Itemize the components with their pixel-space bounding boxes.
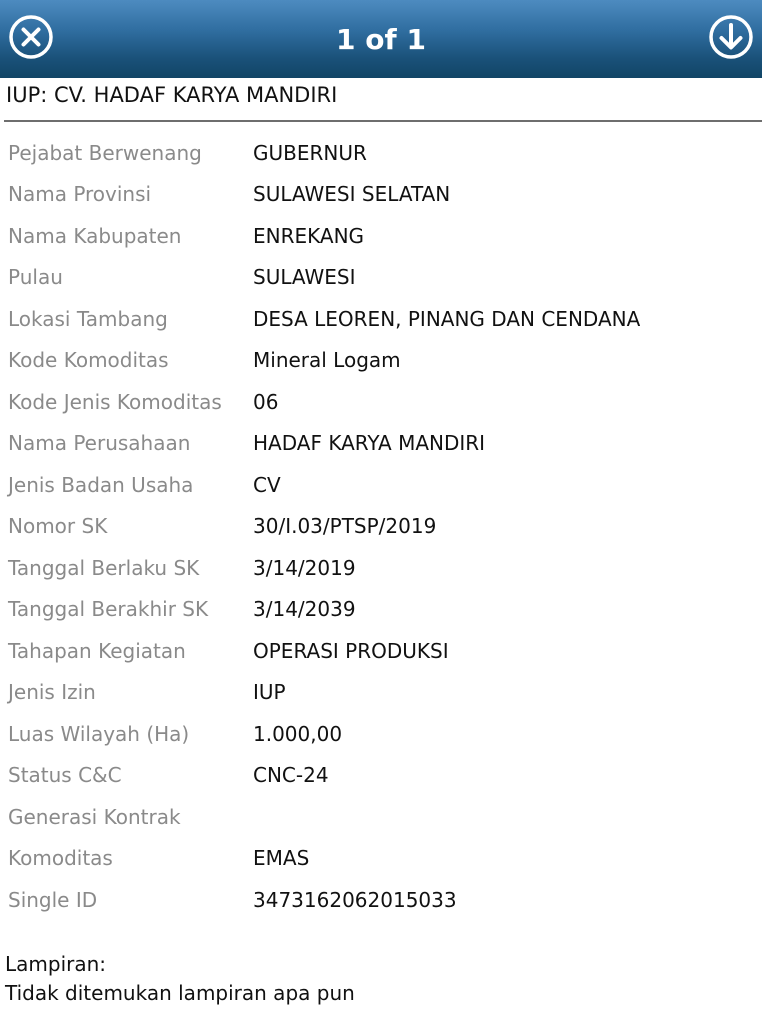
field-row: [0, 257, 762, 299]
field-label: Tanggal Berlaku SK: [8, 555, 200, 580]
field-row: [0, 215, 762, 257]
download-circle-icon: [708, 14, 754, 60]
field-value: SULAWESI SELATAN: [253, 182, 451, 207]
field-value: IUP: [253, 680, 286, 705]
field-label: Single ID: [8, 887, 98, 912]
field-row: [0, 755, 762, 797]
field-label: Generasi Kontrak: [8, 804, 181, 829]
field-row: [0, 340, 762, 382]
field-value: 1.000,00: [253, 721, 343, 746]
field-label: Komoditas: [8, 846, 113, 871]
field-label: Kode Jenis Komoditas: [8, 389, 222, 414]
header-bar: [0, 0, 762, 78]
field-label: Tanggal Berakhir SK: [8, 597, 209, 622]
field-label: Tahapan Kegiatan: [8, 638, 186, 663]
field-value: SULAWESI: [253, 265, 356, 290]
field-value: 30/I.03/PTSP/2019: [253, 514, 437, 539]
field-row: [0, 506, 762, 548]
close-button[interactable]: [8, 14, 54, 60]
field-value: Mineral Logam: [253, 348, 401, 373]
field-label: Luas Wilayah (Ha): [8, 721, 190, 746]
field-label: Nama Kabupaten: [8, 223, 182, 248]
field-label: Kode Komoditas: [8, 348, 169, 373]
close-circle-icon: [8, 14, 54, 60]
field-value: 3473162062015033: [253, 887, 457, 912]
field-value: 3/14/2039: [253, 597, 356, 622]
field-label: Nama Perusahaan: [8, 431, 191, 456]
field-value: OPERASI PRODUKSI: [253, 638, 449, 663]
field-label: Nomor SK: [8, 514, 108, 539]
field-row: [0, 423, 762, 465]
field-value: 06: [253, 389, 279, 414]
download-button[interactable]: [708, 14, 754, 60]
field-row: [0, 838, 762, 880]
field-row: [0, 174, 762, 216]
field-row: [0, 464, 762, 506]
field-label: Jenis Izin: [8, 680, 96, 705]
field-row: [0, 132, 762, 174]
field-label: Nama Provinsi: [8, 182, 152, 207]
field-row: [0, 879, 762, 921]
field-value: CV: [253, 472, 281, 497]
field-value: 3/14/2019: [253, 555, 356, 580]
field-row: [0, 298, 762, 340]
field-row: [0, 672, 762, 714]
field-value: DESA LEOREN, PINANG DAN CENDANA: [253, 306, 641, 331]
field-label: Pulau: [8, 265, 63, 290]
field-row: [0, 589, 762, 631]
field-label: Pejabat Berwenang: [8, 140, 202, 165]
field-row: [0, 547, 762, 589]
field-row: [0, 630, 762, 672]
field-value: ENREKANG: [253, 223, 365, 248]
page-counter: 1 of 1: [336, 22, 426, 56]
field-label: Status C&C: [8, 763, 122, 788]
field-value: EMAS: [253, 846, 310, 871]
field-label: Jenis Badan Usaha: [8, 472, 194, 497]
record-title: IUP: CV. HADAF KARYA MANDIRI: [6, 83, 338, 107]
detail-list: [0, 132, 762, 921]
attachments-section: [5, 950, 355, 1008]
divider: [4, 120, 762, 122]
field-value: HADAF KARYA MANDIRI: [253, 431, 486, 456]
field-row: [0, 713, 762, 755]
attachments-empty-text: Tidak ditemukan lampiran apa pun: [5, 981, 355, 1005]
attachments-label: Lampiran:: [5, 952, 107, 976]
field-value: GUBERNUR: [253, 140, 367, 165]
field-row: [0, 381, 762, 423]
field-value: CNC-24: [253, 763, 329, 788]
field-label: Lokasi Tambang: [8, 306, 168, 331]
field-row: [0, 796, 762, 838]
